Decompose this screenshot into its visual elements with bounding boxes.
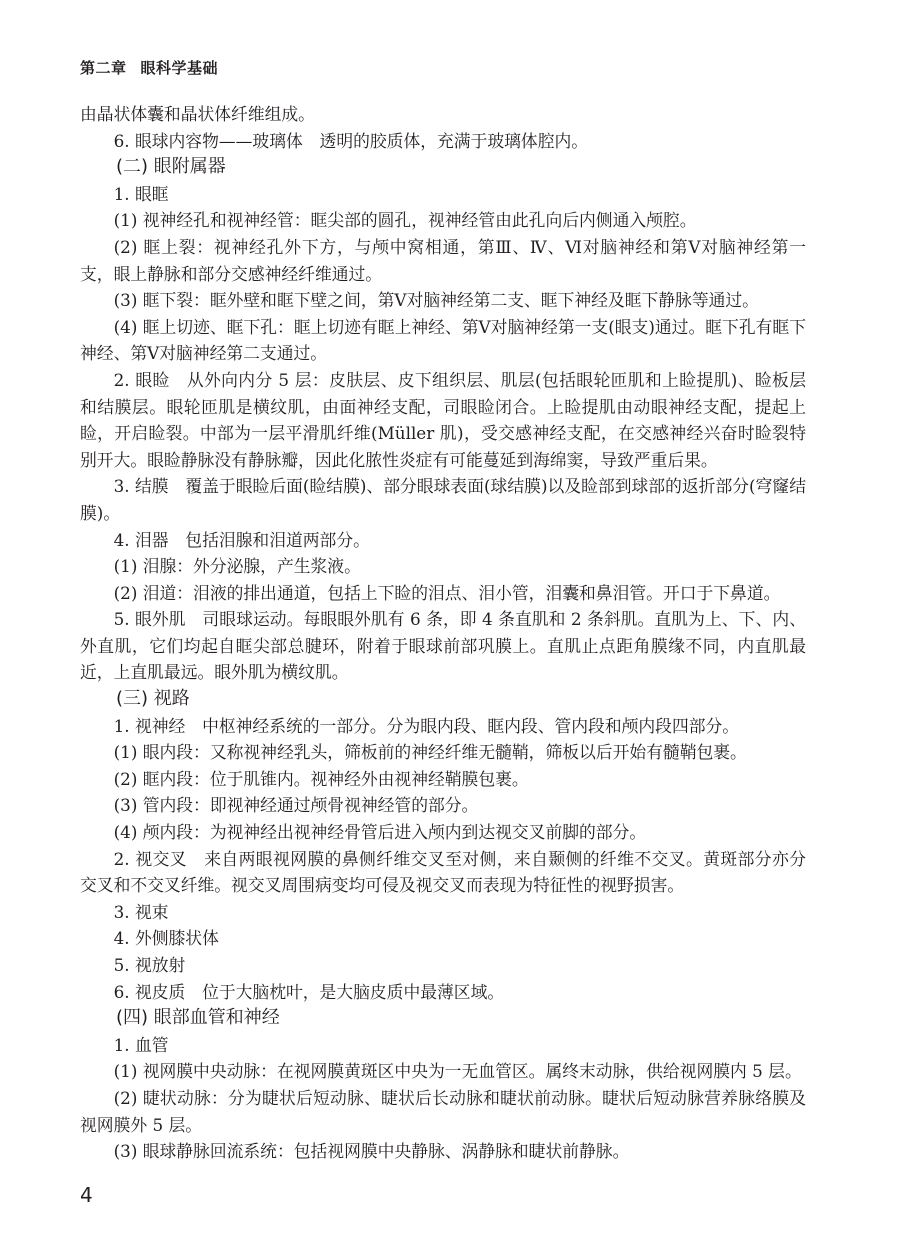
paragraph: 1. 血管 [113,1034,169,1055]
paragraph: (1) 眼内段：又称视神经乳头，筛板前的神经纤维无髓鞘，筛板以后开始有髓鞘包裹。 [113,742,747,763]
paragraph: 1. 眼眶 [113,183,169,204]
paragraph: 5. 视放射 [113,955,186,975]
paragraph: (3) 眼球静脉回流系统：包括视网膜中央静脉、涡静脉和睫状前静脉。 [113,1141,630,1162]
chapter-title: 眼科学基础 [140,59,219,77]
paragraph: (2) 眶内段：位于肌锥内。视神经外由视神经鞘膜包裹。 [113,768,529,789]
paragraph: 5. 眼外肌 司眼球运动。每眼眼外肌有 6 条，即 4 条直肌和 2 条斜肌。直肌为上、下、内、外直肌，它们均起自眶尖部总腱环，附着于眼球前部巩膜上。直肌止点距角膜缘不同，内直肌最近，上直肌最远。眼外肌为横纹肌。 [80,609,806,683]
paragraph: (2) 睫状动脉：分为睫状后短动脉、睫状后长动脉和睫状前动脉。睫状后短动脉营养脉络膜及视网膜外 5 层。 [80,1087,806,1135]
page-body [80,101,806,1165]
section-heading: (四) 眼部血管和神经 [116,1007,280,1029]
page-number: 4 [80,1183,93,1207]
paragraph: 2. 眼睑 从外向内分 5 层：皮肤层、皮下组织层、肌层(包括眼轮匝肌和上睑提肌)、睑板层和结膜层。眼轮匝肌是横纹肌，由面神经支配，司眼睑闭合。上睑提肌由动眼神经支配，提起上睑，开启睑裂。中部为一层平滑肌纤维(Müller 肌)，受交感神经支配，在交感神经兴奋时睑裂特别开大。眼睑静脉没有静脉瓣，因此化脓性炎症有可能蔓延到海绵窦，导致严重后果。 [80,369,806,470]
paragraph: 6. 眼球内容物——玻璃体 透明的胶质体，充满于玻璃体腔内。 [113,130,589,151]
paragraph: 6. 视皮质 位于大脑枕叶，是大脑皮质中最薄区域。 [113,981,505,1002]
paragraph: (4) 眶上切迹、眶下孔：眶上切迹有眶上神经、第Ⅴ对脑神经第一支(眼支)通过。眶下孔有眶下神经、第Ⅴ对脑神经第二支通过。 [80,316,806,364]
paragraph: 3. 结膜 覆盖于眼睑后面(睑结膜)、部分眼球表面(球结膜)以及睑部到球部的返折部分(穹窿结膜)。 [80,476,806,523]
section-heading: (二) 眼附属器 [116,156,226,178]
paragraph: (4) 颅内段：为视神经出视神经骨管后进入颅内到达视交叉前脚的部分。 [113,822,647,843]
paragraph: (1) 视神经孔和视神经管：眶尖部的圆孔，视神经管由此孔向后内侧通入颅腔。 [113,210,697,231]
running-header [80,57,218,78]
paragraph: 4. 外侧膝状体 [113,928,219,949]
chapter-label: 第二章 [80,59,127,77]
paragraph: 由晶状体囊和晶状体纤维组成。 [80,104,315,124]
paragraph: 2. 视交叉 来自两眼视网膜的鼻侧纤维交叉至对侧，来自颞侧的纤维不交叉。黄斑部分亦分交叉和不交叉纤维。视交叉周围病变均可侵及视交叉而表现为特征性的视野损害。 [80,848,806,896]
paragraph: 1. 视神经 中枢神经系统的一部分。分为眼内段、眶内段、管内段和颅内段四部分。 [113,715,740,736]
paragraph: (3) 眶下裂：眶外壁和眶下壁之间，第Ⅴ对脑神经第二支、眶下神经及眶下静脉等通过。 [113,290,759,311]
paragraph: 3. 视束 [113,901,169,922]
paragraph: (1) 泪腺：外分泌腺，产生浆液。 [113,556,361,577]
paragraph: (2) 眶上裂：视神经孔外下方，与颅中窝相通，第Ⅲ、Ⅳ、Ⅵ对脑神经和第Ⅴ对脑神经第一支，眼上静脉和部分交感神经纤维通过。 [80,236,806,284]
paragraph: (2) 泪道：泪液的排出通道，包括上下睑的泪点、泪小管，泪囊和鼻泪管。开口于下鼻道。 [113,582,781,603]
paragraph: (1) 视网膜中央动脉：在视网膜黄斑区中央为一无血管区。属终末动脉，供给视网膜内 5 层。 [113,1061,802,1082]
paragraph: 4. 泪器 包括泪腺和泪道两部分。 [113,529,370,550]
section-heading: (三) 视路 [116,688,190,710]
paragraph: (3) 管内段：即视神经通过颅骨视神经管的部分。 [113,795,479,816]
